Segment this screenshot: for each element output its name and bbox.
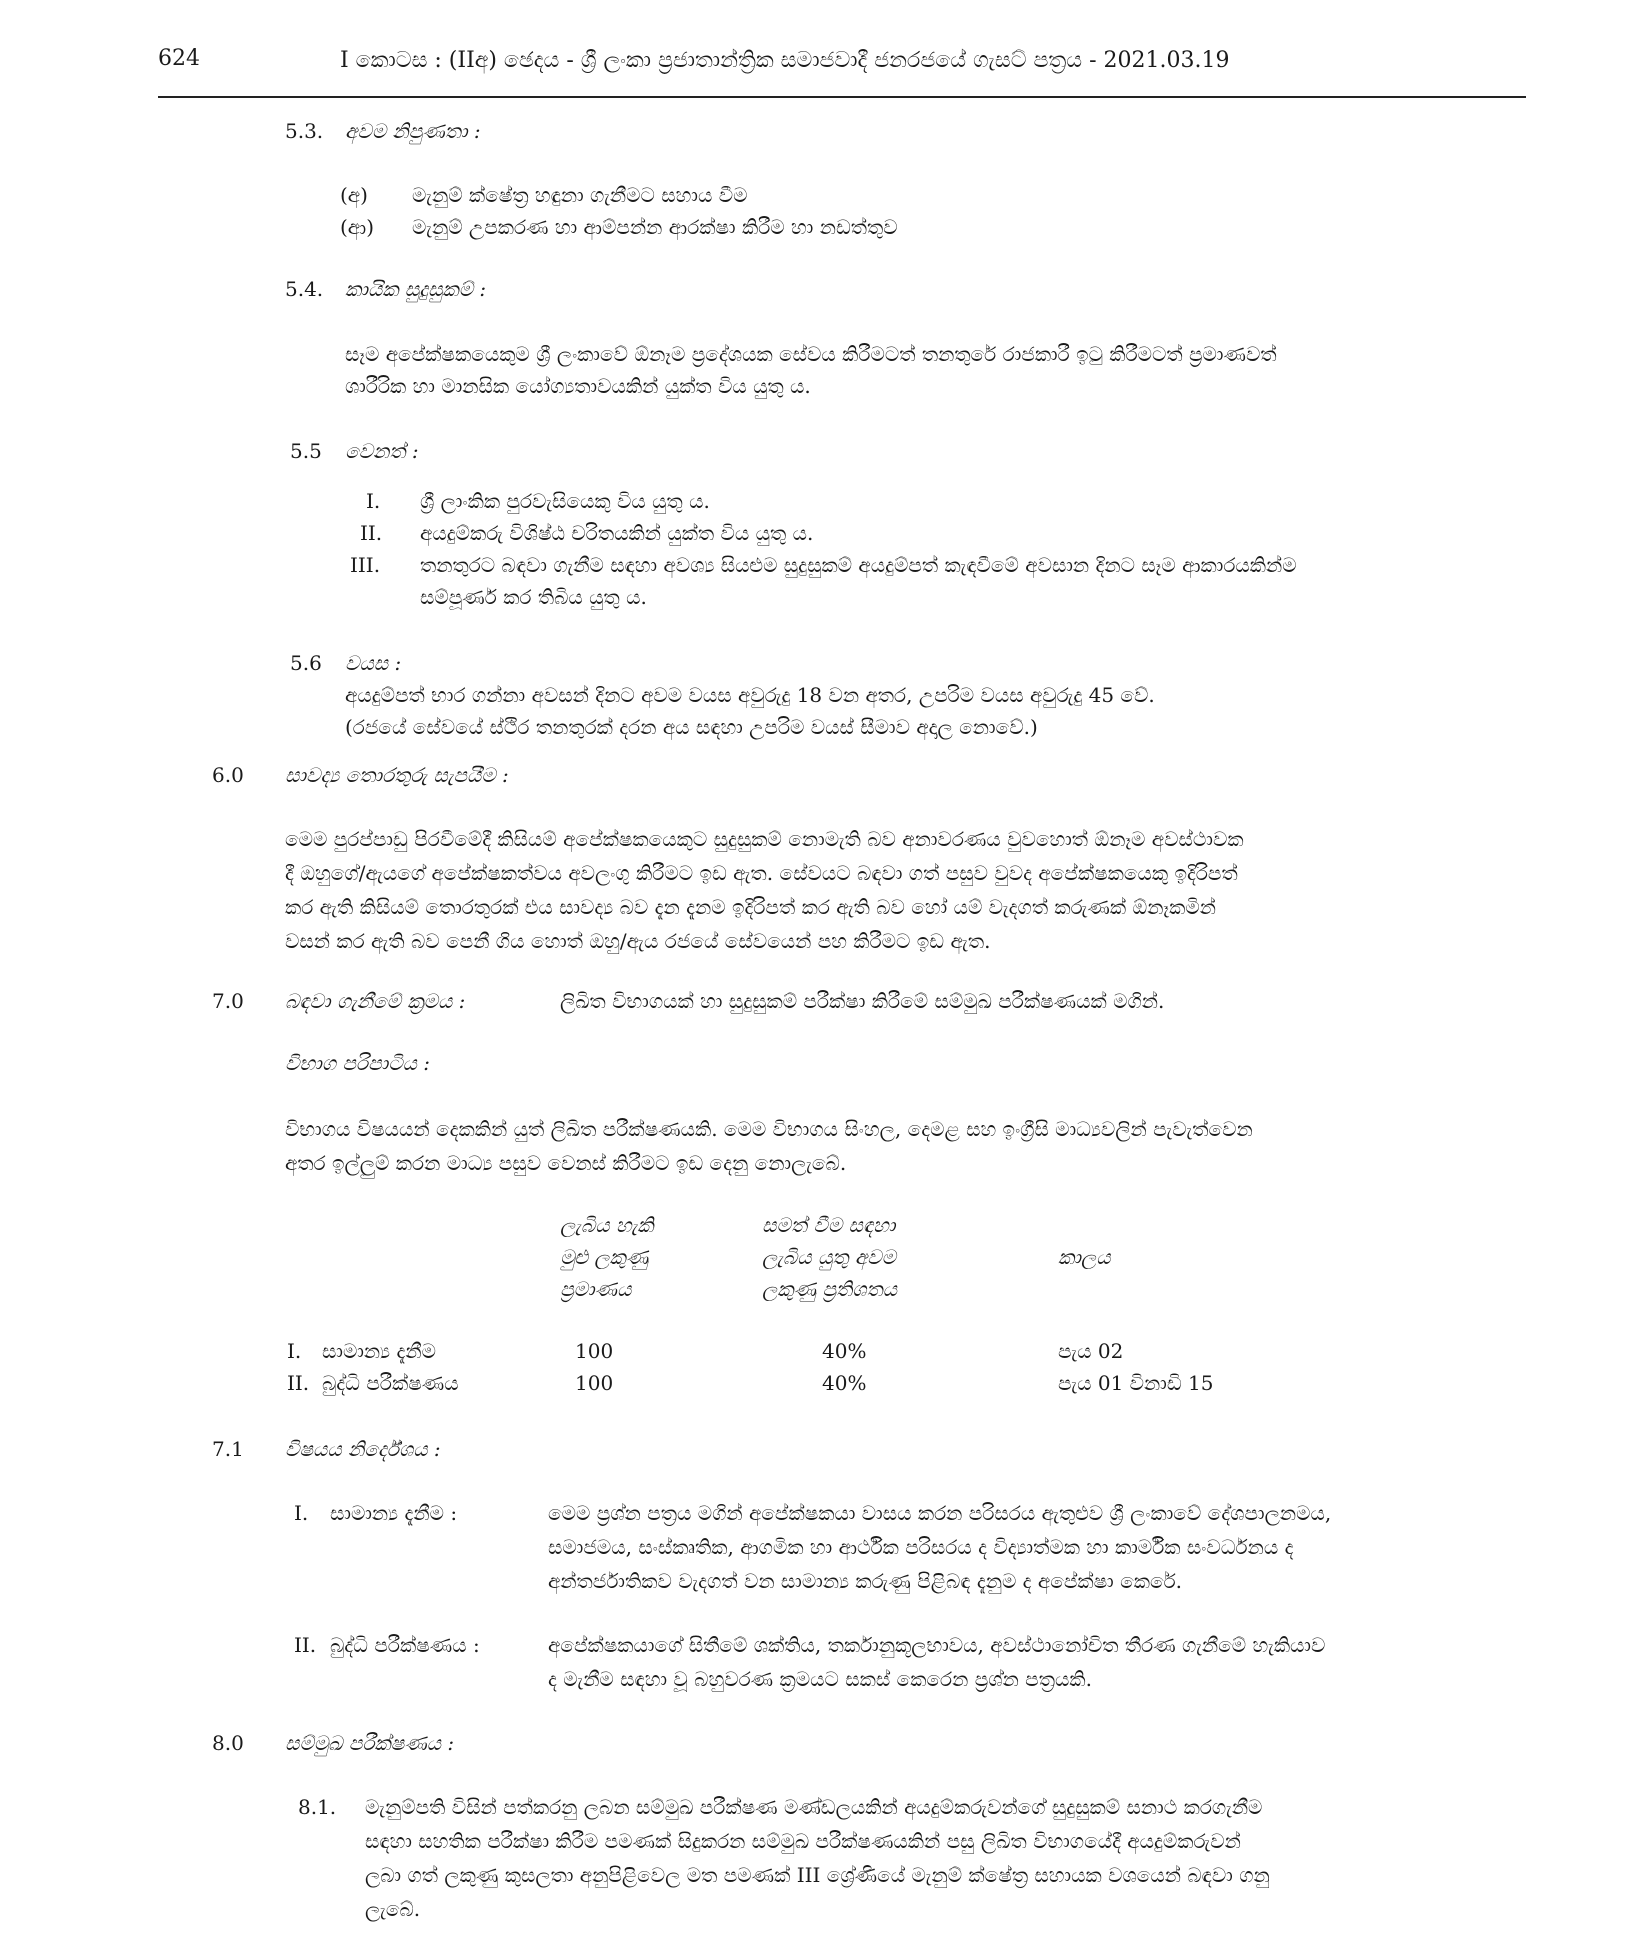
table-cell-pass: 40% [822, 1339, 867, 1363]
paragraph-line: මැනුම්පති විසින් පත්කරනු ලබන සම්මුඛ පරීක්ෂණ මණ්ඩලයකින් අයදුම්කරුවන්ගේ සුදුසුකම් සනාථ කරගැනීම [365, 1795, 1263, 1819]
list-item-text: මැනුම් උපකරණ හා ආම්පන්න ආරක්ෂා කිරීම හා නඩත්තුව [412, 215, 898, 239]
list-item-mark: (ආ) [340, 215, 375, 239]
syllabus-item-mark: I. [294, 1501, 309, 1525]
section-6-0-title: සාවද්‍ය තොරතුරු සැපයීම : [285, 763, 509, 787]
section-8-1-number: 8.1. [298, 1795, 337, 1819]
section-5-5-title: වෙනත් : [345, 439, 419, 463]
table-header-cell: ලැබිය හැකි [560, 1213, 654, 1237]
paragraph-line: වසන් කර ඇති බව පෙනී ගිය හොත් ඔහු/ඇය රජයේ සේවයෙන් පහ කිරීමට ඉඩ ඇත. [285, 929, 991, 953]
paragraph-line: සමාජමය, සංස්කෘතික, ආගමික හා ආර්ථික පරිසරය ද විද්‍යාත්මක හා කාර්මික සංවර්ධනය ද [548, 1535, 1294, 1559]
section-5-5-number: 5.5 [290, 439, 322, 463]
paragraph-line: ලැබේ. [365, 1897, 421, 1921]
section-7-1-number: 7.1 [212, 1437, 244, 1461]
page-number: 624 [158, 46, 200, 71]
table-row-mark: II. [287, 1371, 310, 1395]
paragraph-line: ශාරීරික හා මානසික යෝග්‍යතාවයකින් යුක්ත විය යුතු ය. [345, 374, 811, 398]
paragraph-line: දී ඔහුගේ/ඇයගේ අපේක්ෂකත්වය අවලංගු කිරීමට ඉඩ ඇත. සේවයට බඳවා ගත් පසුව වුවද අපේක්ෂකයෙකු ඉදිරිපත් [285, 861, 1238, 885]
section-5-3-number: 5.3. [285, 119, 324, 143]
table-header-cell: කාලය [1058, 1245, 1111, 1269]
paragraph-line: ලබා ගත් ලකුණු කුසලතා අනුපිළිවෙල මත පමණක් III ශ්‍රේණියේ මැනුම් ක්ෂේත්‍ර සහායක වශයෙන් බඳවා ගනු [365, 1863, 1270, 1887]
table-cell-pass: 40% [822, 1371, 867, 1395]
paragraph-line: මෙම පුරප්පාඩු පිරවීමේදී කිසියම් අපේක්ෂකයෙකුට සුදුසුකම් නොමැති බව අනාවරණය වුවහොත් ඕනෑම අවස්ථාවක [285, 827, 1244, 851]
paragraph-line: සඳහා සහතික පරීක්ෂා කිරීම පමණක් සිදුකරන සම්මුඛ පරීක්ෂණයකින් පසු ලිඛිත විභාගයේදී අයදුම්කරුවන් [365, 1829, 1241, 1853]
table-header-cell: මුළු ලකුණු [560, 1245, 649, 1269]
section-5-4-title: කායික සුදුසුකම් : [345, 277, 487, 301]
syllabus-item-label: සාමාන්‍ය දැනීම : [330, 1501, 458, 1525]
section-5-4-number: 5.4. [285, 277, 324, 301]
section-7-1-title: විෂයය නිර්දේශය : [285, 1437, 441, 1461]
paragraph-line: (රජයේ සේවයේ ස්ථිර තනතුරක් දරන අය සඳහා උපරිම වයස් සීමාව අදාල නොවේ.) [345, 715, 1038, 739]
table-cell-marks: 100 [575, 1339, 614, 1363]
table-cell-subject: බුද්ධි පරීක්ෂණය [322, 1371, 459, 1395]
list-item-mark: I. [366, 489, 381, 513]
paragraph-line: ද මැනීම සඳහා වූ බහුවරණ ක්‍රමයට සකස් කෙරෙන ප්‍රශ්න පත්‍රයකි. [548, 1667, 1092, 1691]
paragraph-line: විභාගය විෂයයන් දෙකකින් යුත් ලිඛිත පරීක්ෂණයකි. මෙම විභාගය සිංහල, දෙමළ සහ ඉංග්‍රීසි මාධ්‍යවලින් පැවැත්වෙන [285, 1117, 1253, 1141]
list-item-mark: (අ) [340, 183, 368, 207]
section-6-0-number: 6.0 [212, 763, 244, 787]
syllabus-item-mark: II. [294, 1633, 317, 1657]
section-7-0-number: 7.0 [212, 989, 244, 1013]
paragraph-line: අයදුම්පත් භාර ගන්නා අවසන් දිනට අවම වයස අවුරුදු 18 වන අතර, උපරිම වයස අවුරුදු 45 වේ. [345, 683, 1155, 707]
section-7-0-title: බඳවා ගැනීමේ ක්‍රමය : [285, 989, 466, 1013]
list-item-text: අයදුම්කරු විශිෂ්ඨ චරිතයකින් යුක්ත විය යුතු ය. [420, 521, 814, 545]
exam-procedure-title: විභාග පරිපාටිය : [285, 1051, 430, 1075]
section-5-3-title: අවම නිපුණතා : [345, 119, 481, 143]
table-header-cell: සමත් වීම සඳහා [762, 1213, 896, 1237]
table-cell-subject: සාමාන්‍ය දැනීම [322, 1339, 436, 1363]
table-header-cell: ප්‍රමාණය [560, 1277, 632, 1301]
table-cell-time: පැය 02 [1058, 1339, 1124, 1363]
recruitment-method-text: ලිඛිත විභාගයක් හා සුදුසුකම් පරීක්ෂා කිරීමේ සම්මුඛ පරීක්ෂණයක් මගින්. [560, 989, 1165, 1013]
list-item-text: මැනුම් ක්ෂේත්‍ර හඳුනා ගැනීමට සහාය වීම [412, 183, 748, 207]
paragraph-line: කර ඇති කිසියම් තොරතුරක් එය සාවද්‍ය බව දැන දැනම ඉදිරිපත් කර ඇති බව හෝ යම් වැදගත් කරුණක් ඕනෑකමින් [285, 895, 1216, 919]
section-8-0-number: 8.0 [212, 1731, 244, 1755]
page-header-title: I කොටස : (IIඅ) ඡෙදය - ශ්‍රී ලංකා ප්‍රජාතාන්ත්‍රික සමාජවාදී ජනරජයේ ගැසට් පත්‍රය - 2021.03.19 [340, 48, 1230, 73]
paragraph-line: අපේක්ෂකයාගේ සිතීමේ ශක්තිය, තර්කානුකූලභාවය, අවස්ථානෝචිත තීරණ ගැනීමේ හැකියාව [548, 1633, 1326, 1657]
paragraph-line: අතර ඉල්ලුම් කරන මාධ්‍ය පසුව වෙනස් කිරීමට ඉඩ දෙනු නොලැබේ. [285, 1151, 847, 1175]
table-cell-marks: 100 [575, 1371, 614, 1395]
table-header-cell: ලකුණු ප්‍රතිශතය [762, 1277, 898, 1301]
table-header-cell: ලැබිය යුතු අවම [762, 1245, 896, 1269]
list-item-mark: II. [360, 521, 383, 545]
table-cell-time: පැය 01 විනාඩි 15 [1058, 1371, 1214, 1395]
paragraph-line: සෑම අපේක්ෂකයෙකුම ශ්‍රී ලංකාවේ ඕනෑම ප්‍රදේශයක සේවය කිරීමටත් තනතුරේ රාජකාරී ඉටු කිරීමටත් ප්‍රමාණවත් [345, 342, 1277, 366]
list-item-mark: III. [350, 553, 381, 577]
section-5-6-title: වයස : [345, 651, 402, 675]
syllabus-item-label: බුද්ධි පරීක්ෂණය : [330, 1633, 480, 1657]
section-8-0-title: සම්මුඛ පරීක්ෂණය : [285, 1731, 455, 1755]
list-item-text: ශ්‍රී ලාංකික පුරවැසියෙකු විය යුතු ය. [420, 489, 710, 513]
list-item-text: සම්පූර්ණ කර තිබිය යුතු ය. [420, 585, 647, 609]
paragraph-line: අන්තර්ජාතිකව වැදගත් වන සාමාන්‍ය කරුණු පිළිබඳ දැනුම ද අපේක්ෂා කෙරේ. [548, 1569, 1183, 1593]
header-rule [158, 96, 1526, 98]
table-row-mark: I. [287, 1339, 302, 1363]
section-5-6-number: 5.6 [290, 651, 322, 675]
paragraph-line: මෙම ප්‍රශ්න පත්‍රය මගින් අපේක්ෂකයා වාසය කරන පරිසරය ඇතුළුව ශ්‍රී ලංකාවේ දේශපාලනමය, [548, 1501, 1332, 1525]
list-item-text: තනතුරට බඳවා ගැනීම සඳහා අවශ්‍ය සියළුම සුදුසුකම් අයදුම්පත් කැඳවීමේ අවසාන දිනට සෑම ආකාරයකින්ම [420, 553, 1297, 577]
